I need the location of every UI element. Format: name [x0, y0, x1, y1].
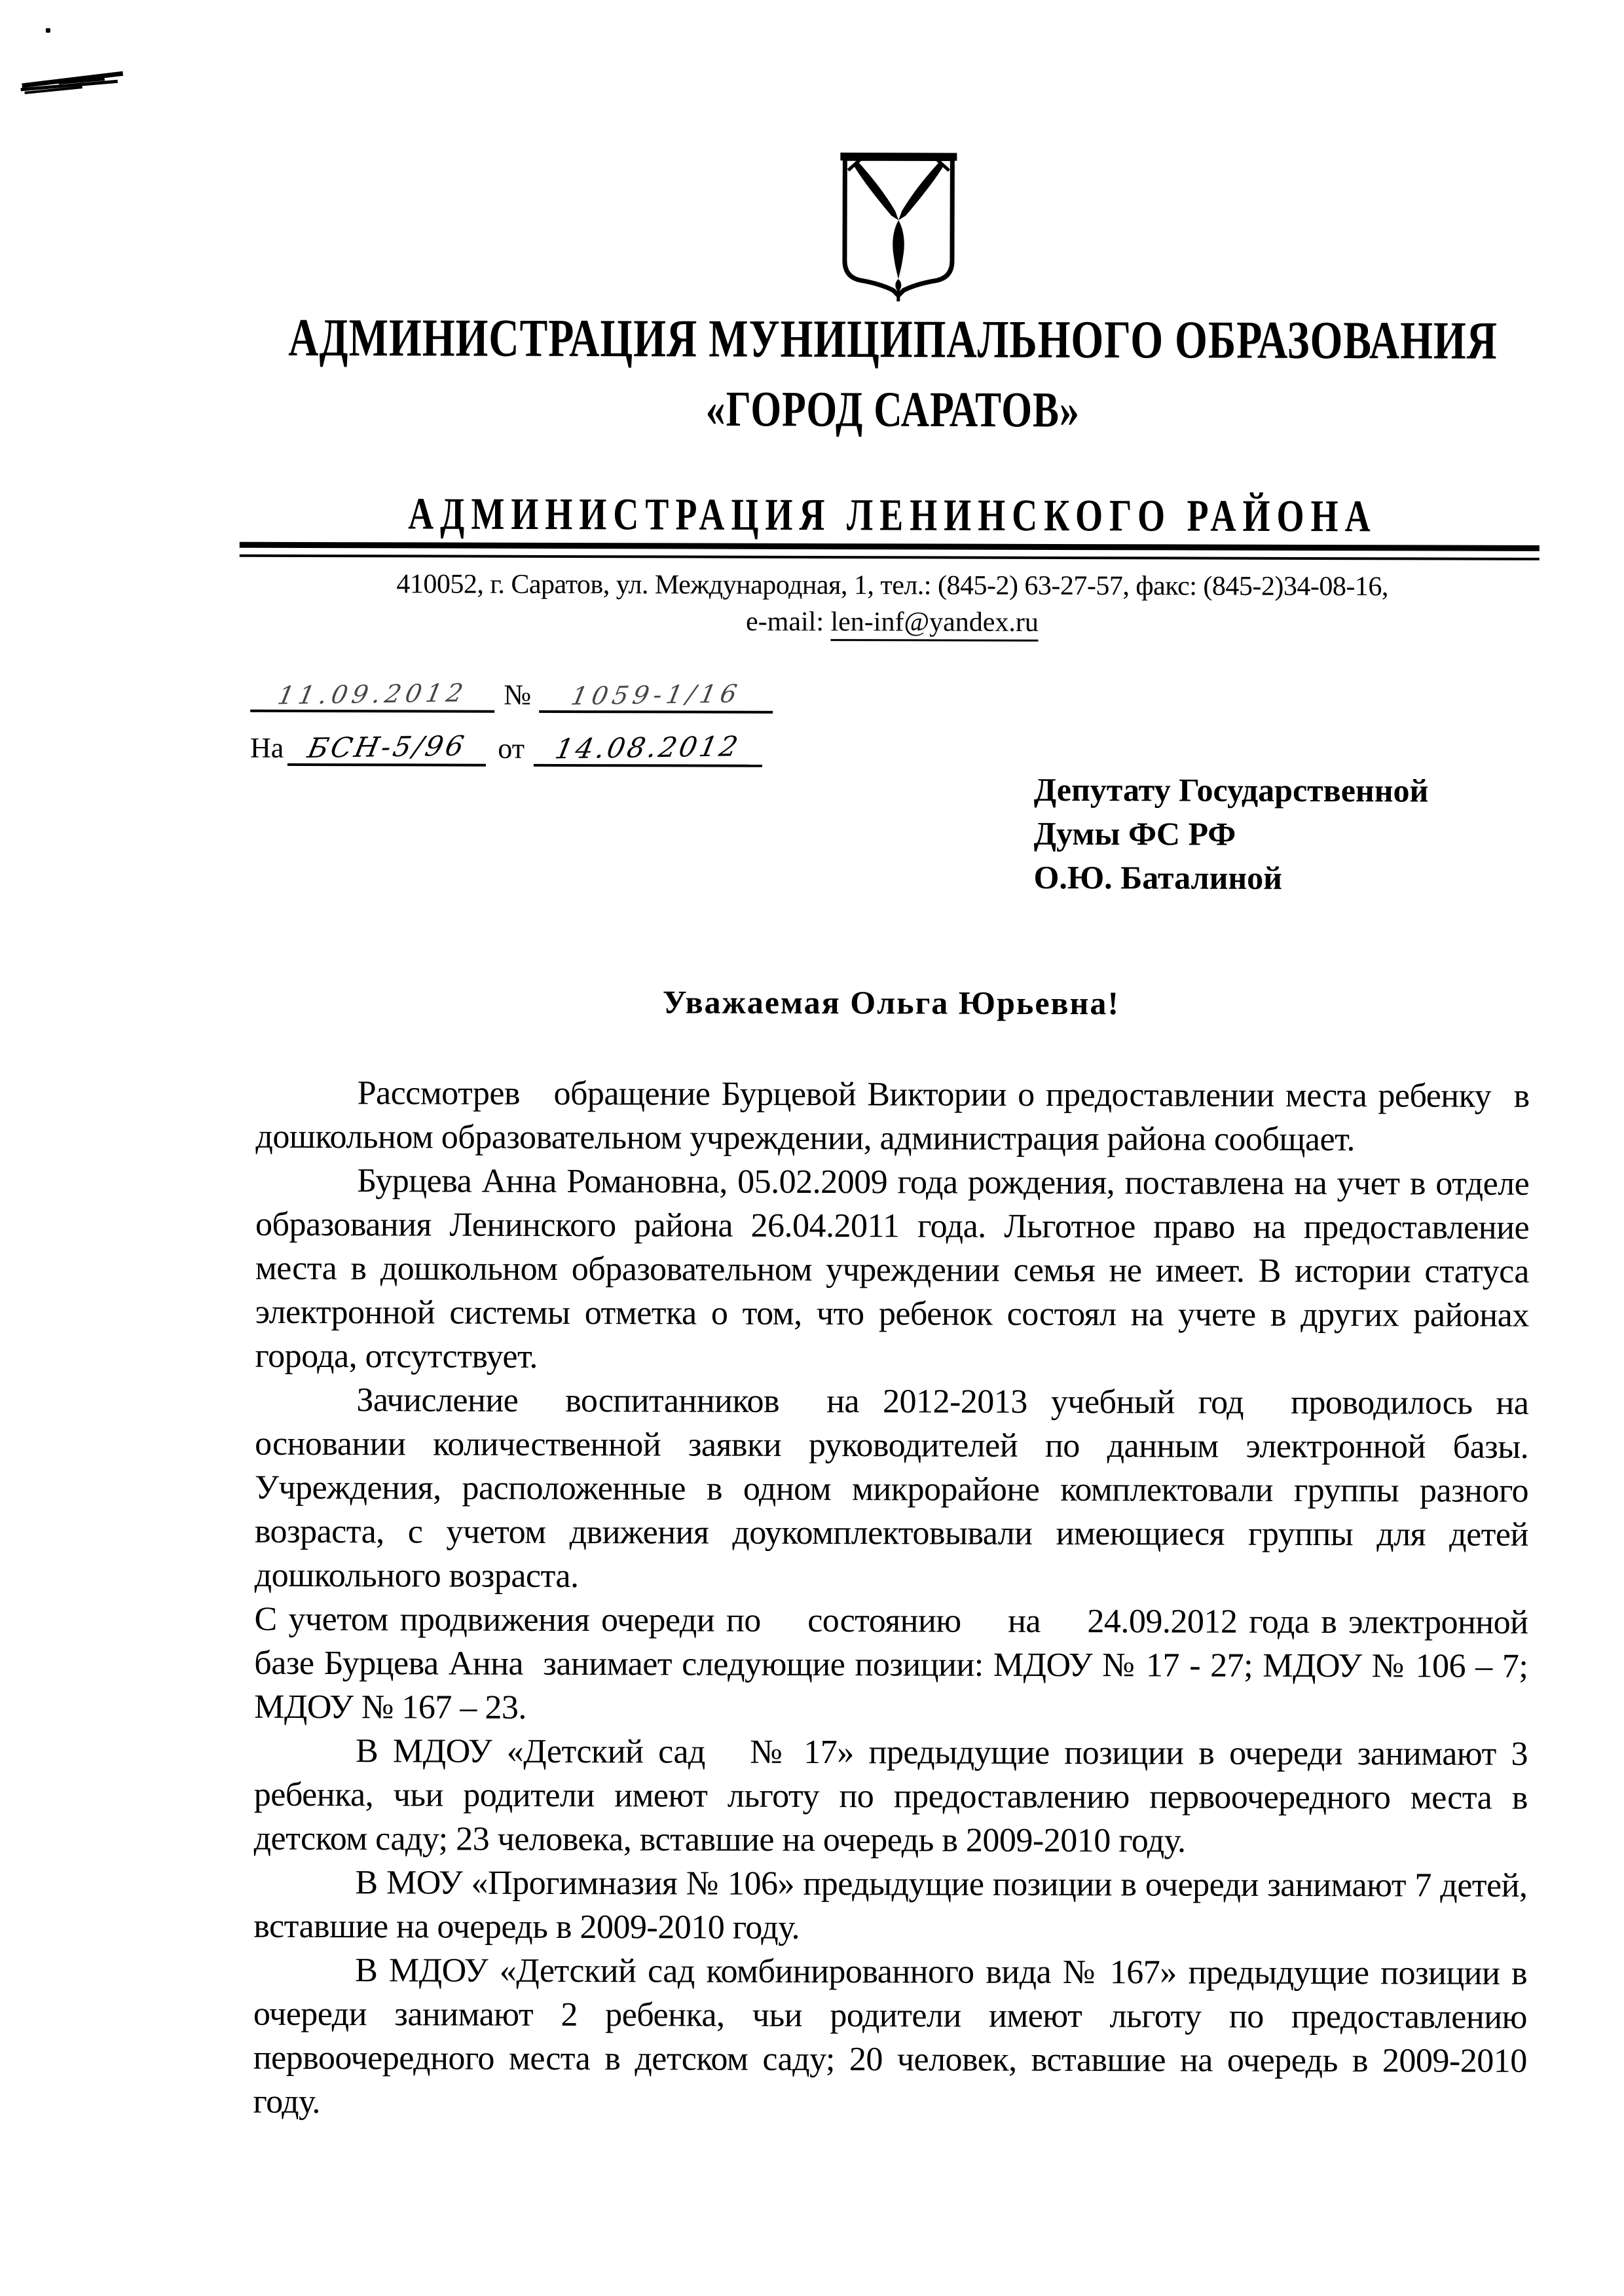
outgoing-date-field — [250, 676, 494, 713]
letter-body — [253, 1071, 1530, 2127]
body-paragraph: Рассмотрев обращение Бурцевой Виктории о предоставлении места ребенку в дошкольном образовательном учреждении, администрация района сообщает. — [255, 1074, 1530, 1159]
from-label: от — [498, 732, 525, 765]
recipient-line-3: О.Ю. Баталиной — [1033, 858, 1283, 896]
incoming-date-handwriting: 14.08.2012 — [552, 730, 744, 765]
recipient-line-2: Думы ФС РФ — [1033, 814, 1236, 852]
incoming-number-field — [287, 730, 486, 767]
outgoing-date-handwriting: 11.09.2012 — [275, 678, 470, 710]
org-name-line1-text: АДМИНИСТРАЦИЯ МУНИЦИПАЛЬНОГО ОБРАЗОВАНИЯ — [288, 307, 1498, 371]
org-name-line1 — [176, 307, 1610, 371]
recipient-line-1: Депутату Государственной — [1033, 771, 1429, 809]
incoming-date-field — [534, 731, 762, 767]
body-paragraph: В МДОУ «Детский сад комбинированного вида № 167» предыдущие позиции в очереди занимают 2 ребенка, чьи родители имеют льготу по предоставлению первоочередного места в детском саду; 20 человек, вставшие на очередь в 2009-2010 году. — [253, 1952, 1528, 2121]
outgoing-number-field — [539, 677, 773, 714]
number-sign: № — [504, 678, 532, 711]
incoming-reference-row — [250, 720, 773, 767]
body-paragraph: В МОУ «Прогимназия № 106» предыдущие позиции в очереди занимают 7 детей, вставшие на очередь в 2009-2010 году. — [253, 1864, 1528, 1946]
recipient-block — [1033, 768, 1428, 901]
email-address: len-inf@yandex.ru — [830, 607, 1039, 642]
reference-block — [250, 666, 773, 767]
scan-smudge — [20, 65, 130, 97]
address-line: 410052, г. Саратов, ул. Международная, 1, тел.: (845-2) 63-27-57, факс: (845-2)34-08-16, — [396, 569, 1388, 602]
saratov-coat-of-arms-icon — [839, 151, 959, 302]
body-paragraph: С учетом продвижения очереди по состоянию на 24.09.2012 года в электронной базе Бурцева Анна занимает следующие позиции: МДОУ № 17 - 27; МДОУ № 106 – 7; МДОУ № 167 – 23. — [254, 1600, 1528, 1726]
org-name-line2 — [175, 381, 1610, 438]
email-line — [175, 604, 1609, 640]
district-name — [175, 488, 1610, 541]
outgoing-number-handwriting: 1059-1/16 — [568, 679, 744, 711]
incoming-number-handwriting: БСН-5/96 — [304, 729, 470, 765]
body-paragraph: Бурцева Анна Романовна, 05.02.2009 года рождения, поставлена на учет в отделе образования Ленинского района 26.04.2011 года. Льготное право на предоставление места в дошкольном образовательном учреждении семья не имеет. В истории статуса электронной системы отметка о том, что ребенок состоял на учете в других районах города, отсутствует. — [255, 1162, 1530, 1376]
incoming-label: На — [249, 731, 284, 764]
body-paragraph: Зачисление воспитанников на 2012-2013 учебный год проводилось на основании количественной заявки руководителей по данным электронной базы. Учреждения, расположенные в одном микрорайоне комплектовали группы разного возраста, с учетом движения доукомплектовывали имеющиеся группы для детей дошкольного возраста. — [254, 1381, 1529, 1595]
org-name-line2-text: «ГОРОД САРАТОВ» — [705, 381, 1080, 438]
email-label: e-mail: — [746, 606, 831, 638]
body-paragraph: В МДОУ «Детский сад № 17» предыдущие позиции в очереди занимают 3 ребенка, чьи родители имеют льготу по предоставлению первоочередного места в детском саду; 23 человека, вставшие на очередь в 2009-2010 году. — [253, 1732, 1528, 1860]
outgoing-reference-row — [250, 666, 773, 714]
divider-rule-thick — [240, 542, 1540, 551]
salutation: Уважаемая Ольга Юрьевна! — [662, 983, 1120, 1022]
scan-dot — [46, 28, 50, 33]
divider-rule-thin — [240, 555, 1540, 560]
district-name-text: АДМИНИСТРАЦИЯ ЛЕНИНСКОГО РАЙОНА — [408, 488, 1377, 541]
